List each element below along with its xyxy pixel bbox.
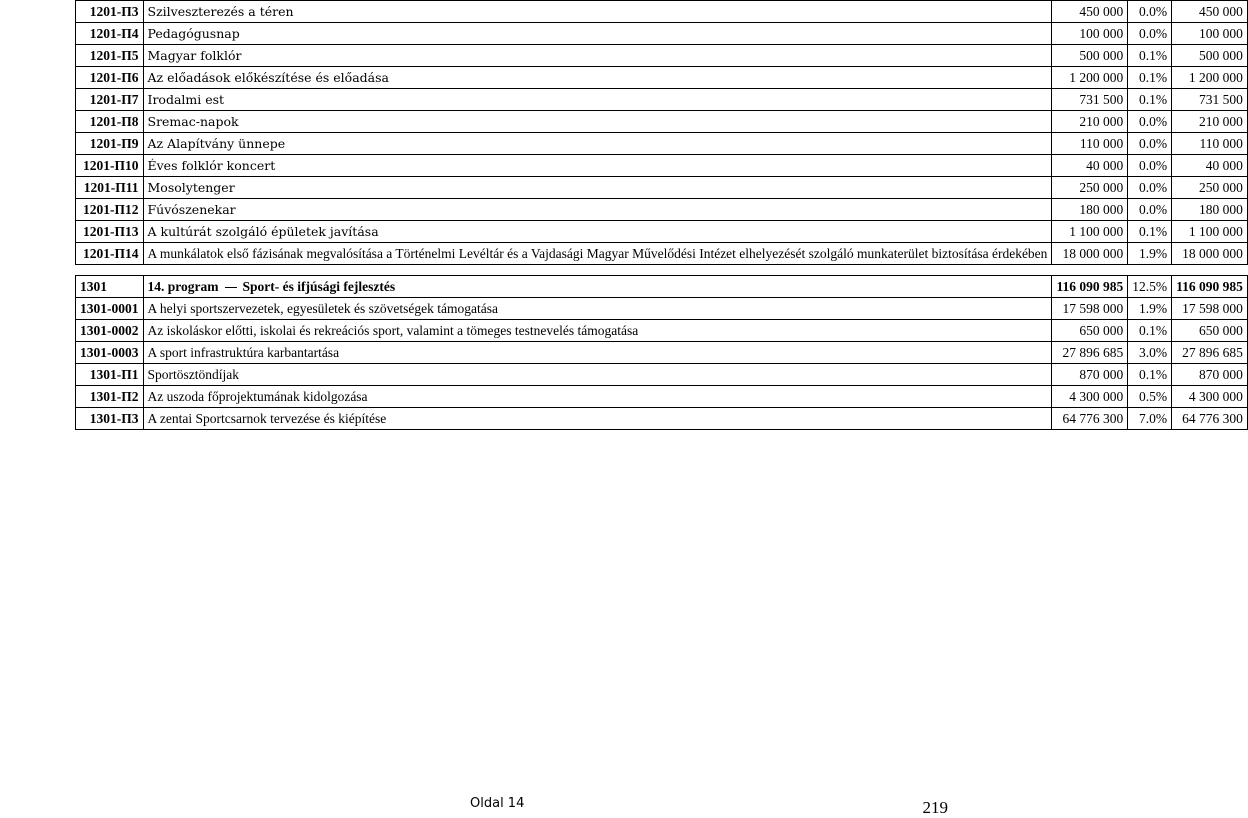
activity-amount: 100 000 [1052, 23, 1128, 45]
program-percent: 12.5% [1128, 276, 1172, 298]
activity-description: Az uszoda főprojektumának kidolgozása [143, 386, 1052, 408]
activity-total: 500 000 [1172, 45, 1248, 67]
table-row [76, 111, 1248, 133]
activity-description: Éves folklór koncert [143, 155, 1052, 177]
activity-description: A sport infrastruktúra karbantartása [143, 342, 1052, 364]
activity-amount: 1 200 000 [1052, 67, 1128, 89]
activity-percent: 0.0% [1128, 199, 1172, 221]
activity-percent: 0.0% [1128, 155, 1172, 177]
table-row [76, 89, 1248, 111]
table-row [76, 67, 1248, 89]
activity-code: 1201-П7 [76, 89, 144, 111]
program-total: 116 090 985 [1172, 276, 1248, 298]
activity-total: 210 000 [1172, 111, 1248, 133]
activity-amount: 210 000 [1052, 111, 1128, 133]
activity-description: Sremac-napok [143, 111, 1052, 133]
activity-percent: 0.1% [1128, 89, 1172, 111]
activity-code: 1301-0002 [76, 320, 144, 342]
table-row [76, 320, 1248, 342]
table-row [76, 45, 1248, 67]
table-row [76, 1, 1248, 23]
activity-amount: 870 000 [1052, 364, 1128, 386]
section-spacer [76, 265, 1248, 276]
activity-amount: 180 000 [1052, 199, 1128, 221]
activity-total: 870 000 [1172, 364, 1248, 386]
activity-code: 1201-П3 [76, 1, 144, 23]
activity-total: 450 000 [1172, 1, 1248, 23]
table-row [76, 221, 1248, 243]
activity-total: 64 776 300 [1172, 408, 1248, 430]
activity-amount: 18 000 000 [1052, 243, 1128, 265]
activity-code: 1201-П6 [76, 67, 144, 89]
activity-code: 1301-П1 [76, 364, 144, 386]
activity-description: Magyar folklór [143, 45, 1052, 67]
activity-description: Az előadások előkészítése és előadása [143, 67, 1052, 89]
activity-amount: 4 300 000 [1052, 386, 1128, 408]
activity-amount: 110 000 [1052, 133, 1128, 155]
activity-total: 100 000 [1172, 23, 1248, 45]
activity-total: 40 000 [1172, 155, 1248, 177]
activity-percent: 0.0% [1128, 111, 1172, 133]
activity-description: Sportösztöndíjak [143, 364, 1052, 386]
activity-total: 650 000 [1172, 320, 1248, 342]
activity-percent: 3.0% [1128, 342, 1172, 364]
budget-table [75, 0, 1248, 430]
table-row [76, 298, 1248, 320]
page-number: 219 [922, 798, 948, 817]
activity-amount: 250 000 [1052, 177, 1128, 199]
activity-total: 18 000 000 [1172, 243, 1248, 265]
page-footer-label: Oldal 14 [470, 796, 525, 811]
activity-code: 1301-П3 [76, 408, 144, 430]
activity-amount: 731 500 [1052, 89, 1128, 111]
activity-amount: 500 000 [1052, 45, 1128, 67]
program-title-cell [143, 276, 1052, 298]
activity-percent: 0.1% [1128, 320, 1172, 342]
table-row [76, 342, 1248, 364]
activity-amount: 1 100 000 [1052, 221, 1128, 243]
activity-total: 1 100 000 [1172, 221, 1248, 243]
activity-percent: 0.1% [1128, 67, 1172, 89]
activity-percent: 7.0% [1128, 408, 1172, 430]
activity-percent: 1.9% [1128, 298, 1172, 320]
activity-amount: 650 000 [1052, 320, 1128, 342]
activity-total: 1 200 000 [1172, 67, 1248, 89]
activity-description: A helyi sportszervezetek, egyesületek és szövetségek támogatása [143, 298, 1052, 320]
activity-percent: 0.0% [1128, 23, 1172, 45]
activity-description: Az Alapítvány ünnepe [143, 133, 1052, 155]
activity-code: 1301-П2 [76, 386, 144, 408]
program-row [76, 276, 1248, 298]
activity-percent: 1.9% [1128, 243, 1172, 265]
activity-code: 1201-П12 [76, 199, 144, 221]
table-row [76, 408, 1248, 430]
activity-total: 250 000 [1172, 177, 1248, 199]
activity-description: Pedagógusnap [143, 23, 1052, 45]
activity-code: 1201-П14 [76, 243, 144, 265]
activity-description: Szilveszterezés a téren [143, 1, 1052, 23]
activity-code: 1201-П4 [76, 23, 144, 45]
activity-total: 17 598 000 [1172, 298, 1248, 320]
activity-description: Irodalmi est [143, 89, 1052, 111]
table-row [76, 243, 1248, 265]
table-row [76, 23, 1248, 45]
program-code: 1301 [76, 276, 144, 298]
table-row [76, 133, 1248, 155]
activity-percent: 0.0% [1128, 177, 1172, 199]
activity-code: 1301-0003 [76, 342, 144, 364]
activity-total: 180 000 [1172, 199, 1248, 221]
table-row [76, 386, 1248, 408]
activity-description: Mosolytenger [143, 177, 1052, 199]
activity-description: Fúvószenekar [143, 199, 1052, 221]
activity-percent: 0.1% [1128, 221, 1172, 243]
activity-code: 1201-П5 [76, 45, 144, 67]
activity-code: 1201-П13 [76, 221, 144, 243]
program-title: Sport- és ifjúsági fejlesztés [242, 279, 396, 294]
activity-code: 1201-П8 [76, 111, 144, 133]
activity-amount: 27 896 685 [1052, 342, 1128, 364]
activity-description: Az iskoláskor előtti, iskolai és rekreációs sport, valamint a tömeges testnevelés támogatása [143, 320, 1052, 342]
activity-total: 110 000 [1172, 133, 1248, 155]
activity-code: 1201-П10 [76, 155, 144, 177]
program-amount: 116 090 985 [1052, 276, 1128, 298]
activity-percent: 0.1% [1128, 364, 1172, 386]
table-row [76, 364, 1248, 386]
activity-amount: 17 598 000 [1052, 298, 1128, 320]
activity-total: 27 896 685 [1172, 342, 1248, 364]
activity-percent: 0.0% [1128, 1, 1172, 23]
program-separator [225, 287, 237, 288]
activity-description: A zentai Sportcsarnok tervezése és kiépítése [143, 408, 1052, 430]
activity-amount: 40 000 [1052, 155, 1128, 177]
activity-amount: 450 000 [1052, 1, 1128, 23]
activity-percent: 0.0% [1128, 133, 1172, 155]
activity-description: A kultúrát szolgáló épületek javítása [143, 221, 1052, 243]
table-row [76, 155, 1248, 177]
activity-total: 4 300 000 [1172, 386, 1248, 408]
activity-code: 1201-П9 [76, 133, 144, 155]
program-label: 14. program [147, 279, 219, 294]
activity-percent: 0.5% [1128, 386, 1172, 408]
activity-description: A munkálatok első fázisának megvalósítása a Történelmi Levéltár és a Vajdasági Magyar Művelődési Intézet elhelyezését szolgáló munkaterület biztosítása érdekében [143, 243, 1052, 265]
activity-total: 731 500 [1172, 89, 1248, 111]
table-row [76, 199, 1248, 221]
activity-amount: 64 776 300 [1052, 408, 1128, 430]
activity-percent: 0.1% [1128, 45, 1172, 67]
activity-code: 1301-0001 [76, 298, 144, 320]
activity-code: 1201-П11 [76, 177, 144, 199]
table-row [76, 177, 1248, 199]
